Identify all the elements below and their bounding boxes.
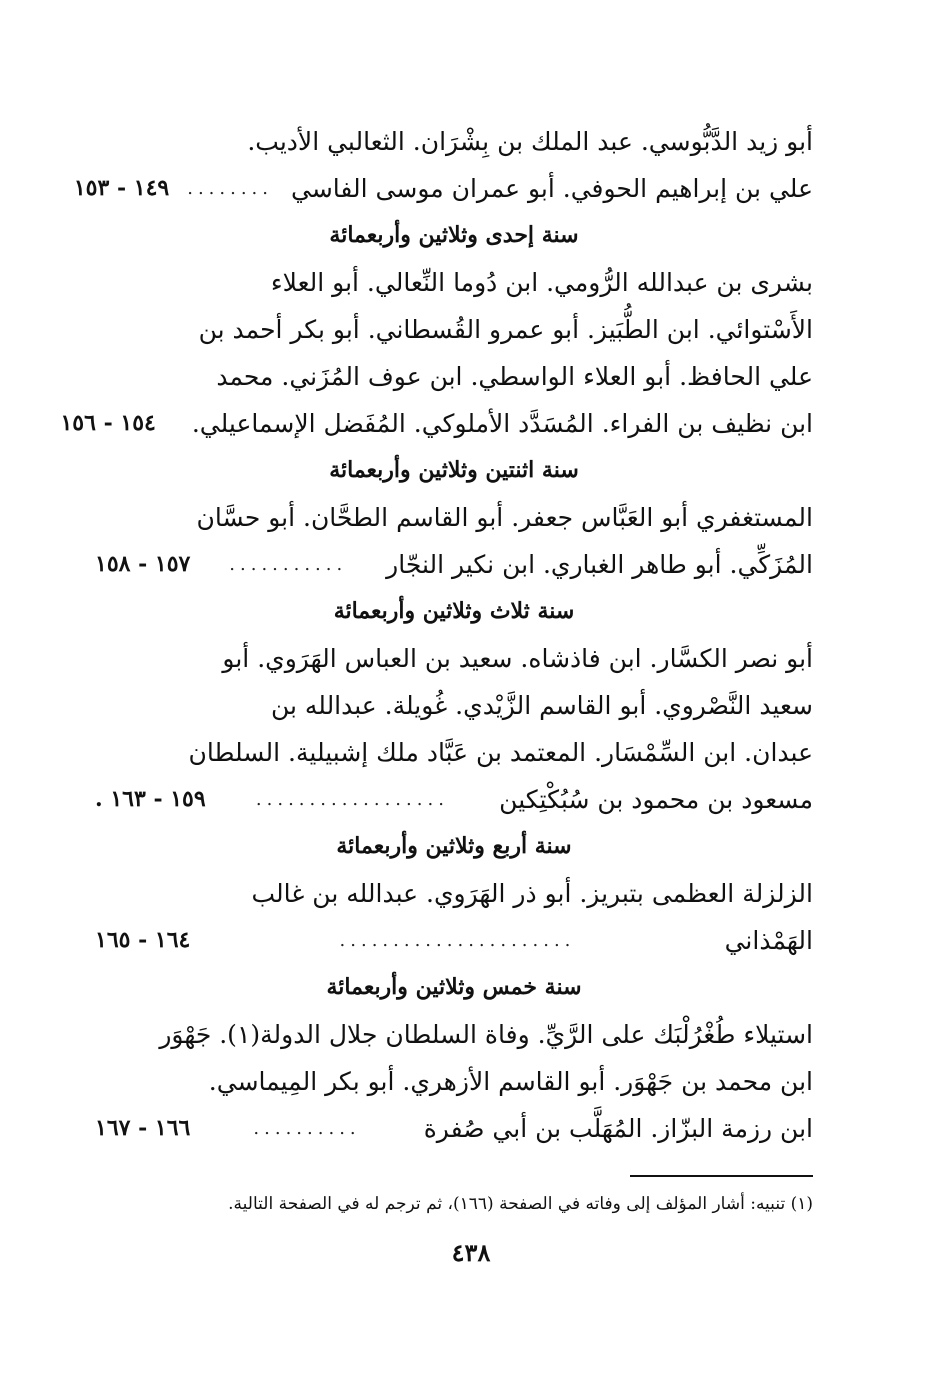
- index-line-text: الهَمْذاني: [724, 926, 813, 955]
- index-line-text: ابن نظيف بن الفراء. المُسَدَّد الأملوكي. المُفَضل الإسماعيلي.: [191, 409, 813, 438]
- year-heading: سنة اثنتين وثلاثين وأربعمائة: [329, 457, 579, 483]
- index-line-text: المستغفري أبو العَبَّاس جعفر. أبو القاسم الطحَّان. أبو حسَّان: [196, 503, 813, 532]
- index-line: [95, 1011, 813, 1058]
- leader-dots: ......................: [339, 930, 576, 951]
- year-heading: سنة خمس وثلاثين وأربعمائة: [326, 974, 582, 1000]
- index-line-with-pages: [73, 165, 813, 212]
- page-range: ١٦٦ - ١٦٧: [95, 1115, 191, 1141]
- year-heading: سنة ثلاث وثلاثين وأربعمائة: [333, 598, 575, 624]
- index-line-text: علي الحافظ. أبو العلاء الواسطي. ابن عوف المُزَني. محمد: [216, 362, 813, 391]
- index-line-text: ابن محمد بن جَهْوَر. أبو القاسم الأزهري. أبو بكر المِيماسي.: [208, 1067, 813, 1096]
- page-range: ١٥٤ - ١٥٦: [60, 410, 156, 436]
- index-line: [95, 682, 813, 729]
- index-line: [95, 353, 813, 400]
- index-line-text: مسعود بن محمود بن سُبُكْتِكين: [499, 785, 813, 814]
- index-line: [95, 494, 813, 541]
- index-line: [95, 729, 813, 776]
- index-line-text: ابن رزمة البزّاز. المُهَلَّب بن أبي صُفرة: [423, 1114, 813, 1143]
- index-line: [95, 118, 813, 165]
- index-line-text: علي بن إبراهيم الحوفي. أبو عمران موسى الفاسي: [291, 174, 813, 203]
- index-line-text: أبو زيد الدَّبُّوسي. عبد الملك بن بِشْرَان. الثعالبي الأديب.: [247, 127, 813, 156]
- index-line-text: أبو نصر الكسَّار. ابن فاذشاه. سعيد بن العباس الهَرَوي. أبو: [222, 644, 813, 673]
- index-page: [60, 118, 813, 1318]
- page-range: ١٥٩ - ١٦٣ .: [95, 786, 206, 812]
- index-line-with-pages: [60, 400, 813, 447]
- index-line-text: استيلاء طُغْرُلْبَك على الرَّيِّ. وفاة السلطان جلال الدولة(١). جَهْوَر: [159, 1020, 813, 1049]
- index-line: [95, 306, 813, 353]
- index-line-with-pages: [95, 917, 813, 964]
- index-line: [95, 635, 813, 682]
- index-line-with-pages: [95, 1105, 813, 1152]
- year-heading: سنة إحدى وثلاثين وأربعمائة: [329, 222, 579, 248]
- index-line: [95, 870, 813, 917]
- index-line-text: بشرى بن عبدالله الرُّومي. ابن دُوما النِّعالي. أبو العلاء: [270, 268, 813, 297]
- index-line-text: سعيد النَّصْروي. أبو القاسم الزَّيْدي. غُويلة. عبدالله بن: [270, 691, 813, 720]
- page-range: ١٤٩ - ١٥٣: [73, 175, 170, 201]
- index-line-text: الأَسْتوائي. ابن الطُّبَيز. أبو عمرو القُسطاني. أبو بكر أحمد بن: [198, 315, 813, 344]
- year-heading: سنة أربع وثلاثين وأربعمائة: [336, 833, 572, 859]
- index-line: [95, 259, 813, 306]
- page-number: ٤٣٨: [451, 1238, 491, 1267]
- page-range: ١٥٧ - ١٥٨: [95, 551, 191, 577]
- index-line-text: الزلزلة العظمى بتبريز. أبو ذر الهَرَوي. عبدالله بن غالب: [251, 879, 813, 908]
- index-line-text: المُزَكِّي. أبو طاهر الغباري. ابن نكير النجّار: [386, 550, 813, 579]
- index-line: [95, 1058, 813, 1105]
- leader-dots: ...........: [229, 554, 348, 575]
- index-line-with-pages: [95, 776, 813, 823]
- page-range: ١٦٤ - ١٦٥: [95, 927, 191, 953]
- index-line-text: عبدان. ابن السِّمْسَار. المعتمد بن عَبَّاد ملك إشبيلية. السلطان: [188, 738, 813, 767]
- footnote-divider: [630, 1175, 813, 1177]
- leader-dots: ........: [187, 178, 273, 199]
- leader-dots: ..........: [253, 1118, 361, 1139]
- leader-dots: ..................: [255, 789, 449, 810]
- index-line-with-pages: [95, 541, 813, 588]
- footnote: (١) تنبيه: أشار المؤلف إلى وفاته في الصفحة (١٦٦)، ثم ترجم له في الصفحة التالية.: [228, 1194, 813, 1214]
